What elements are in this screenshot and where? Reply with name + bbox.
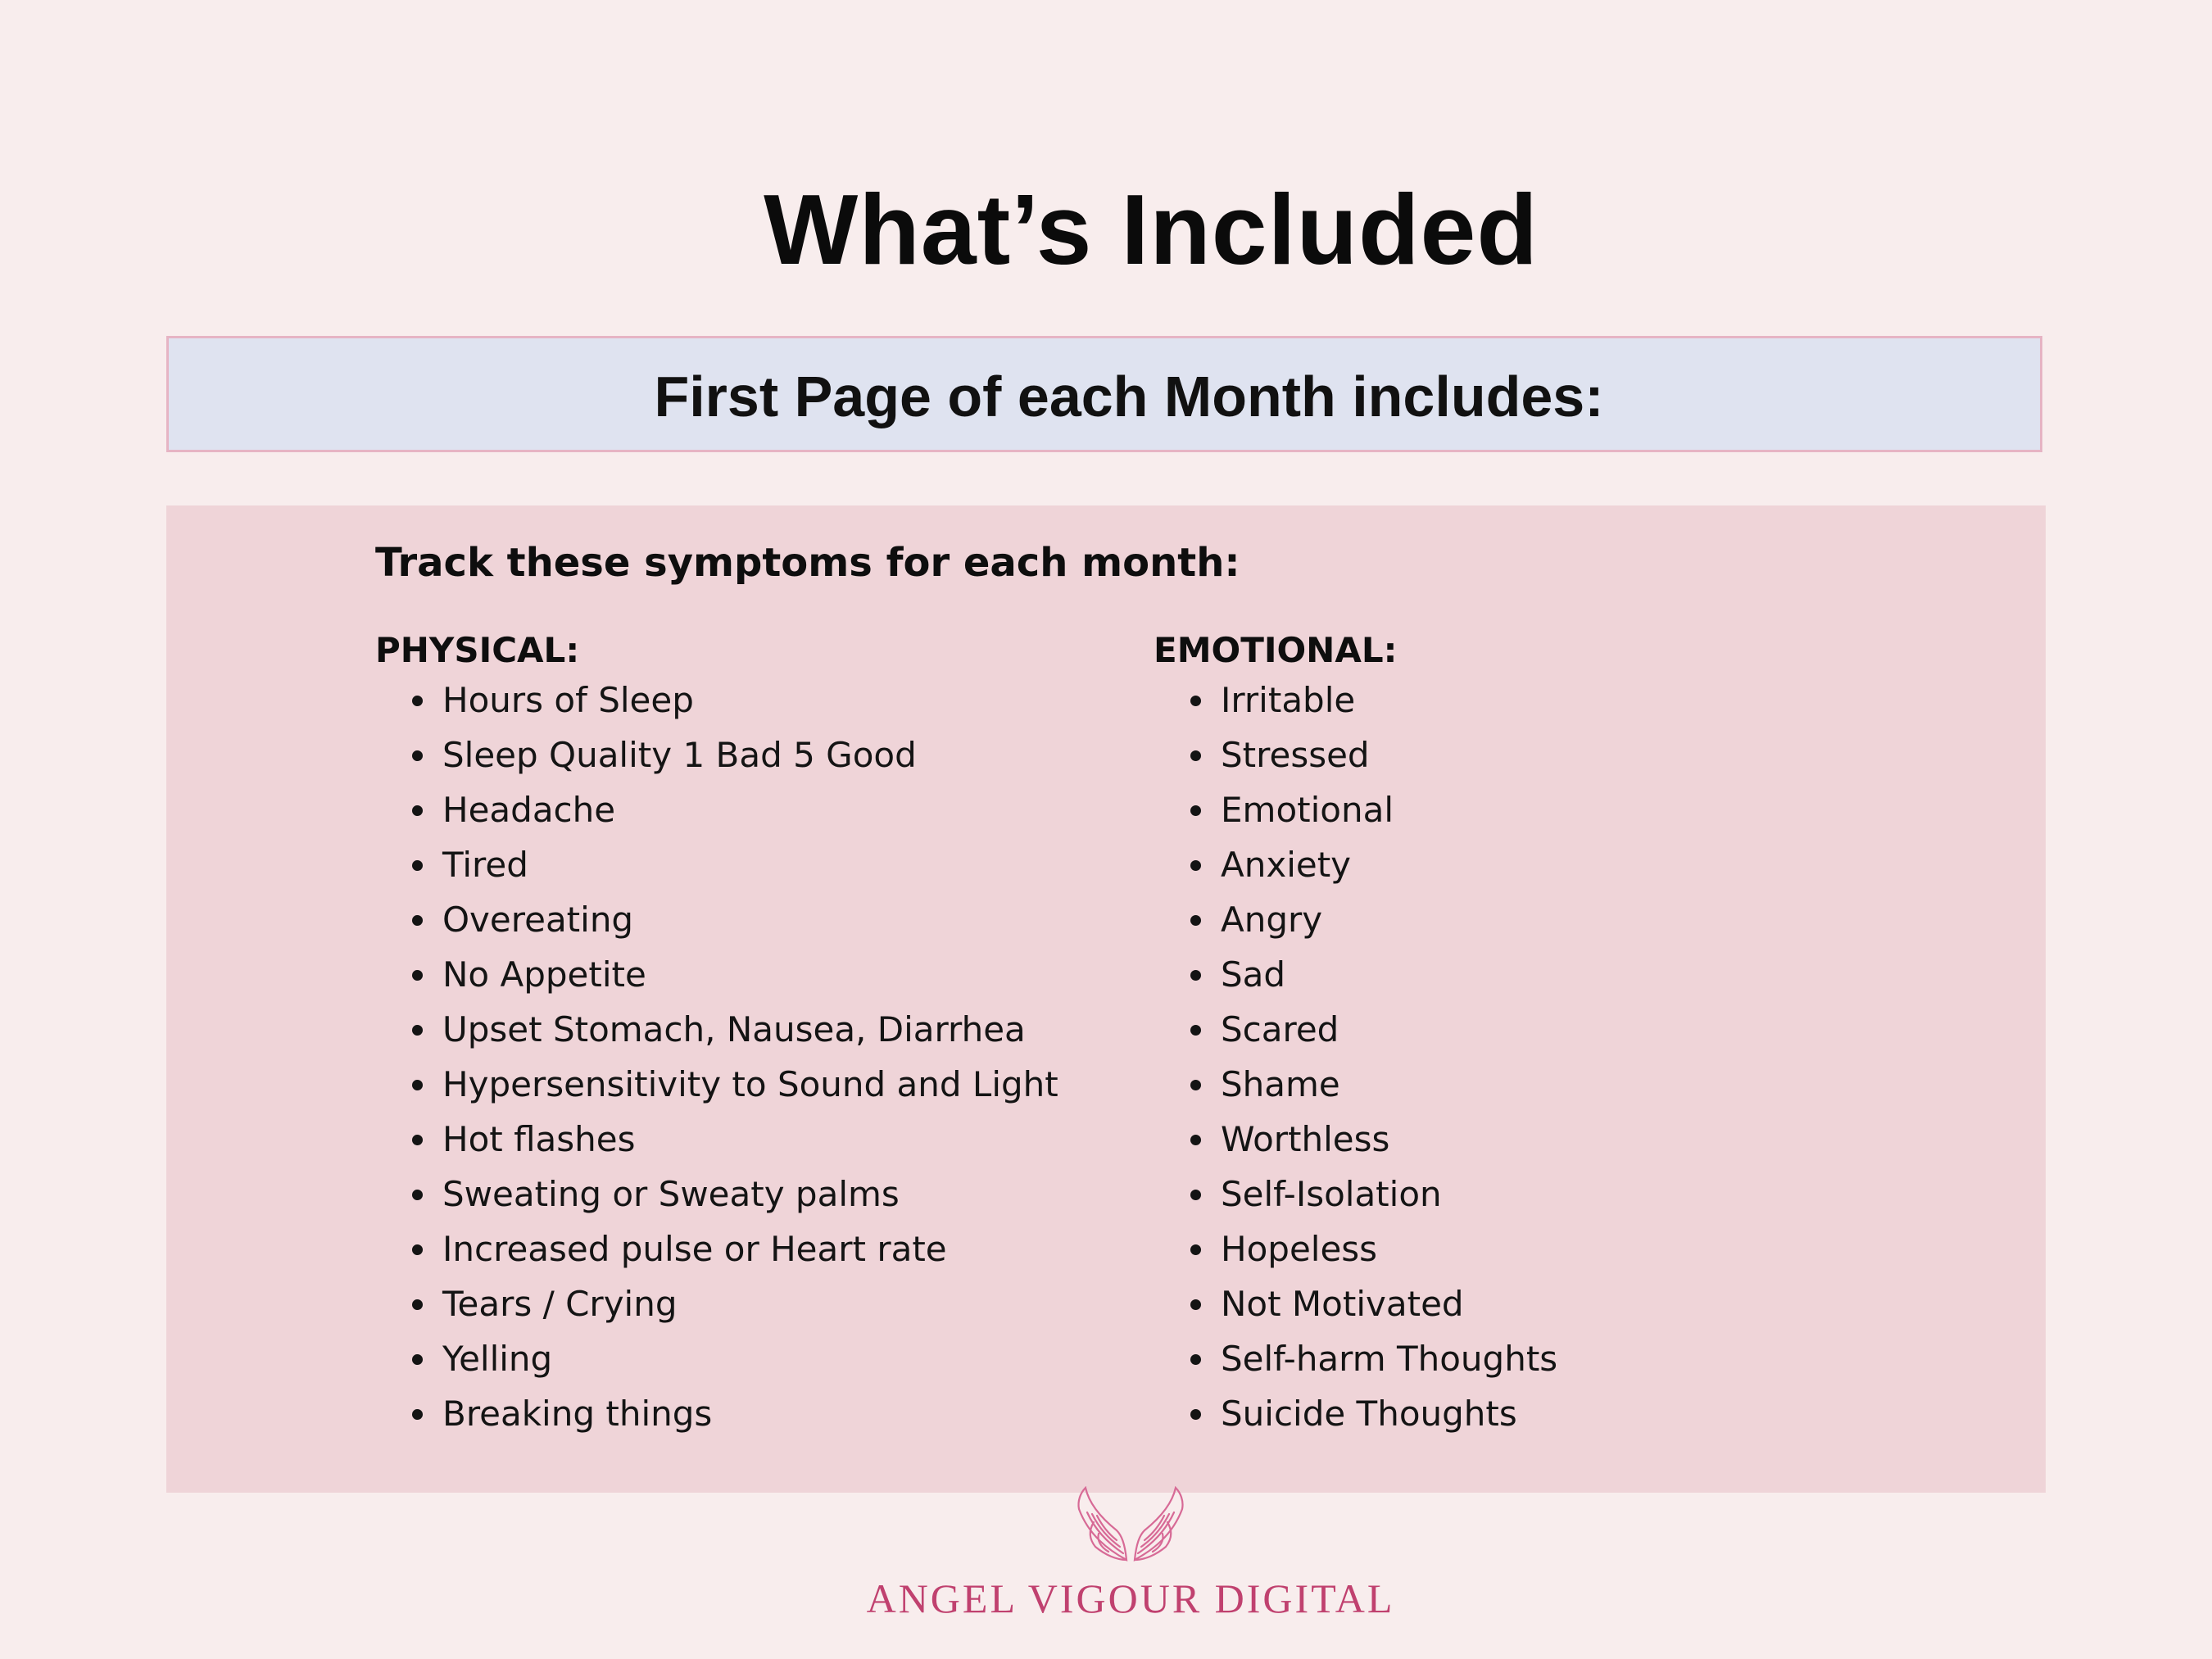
bullet-icon — [1190, 1135, 1201, 1145]
bullet-icon — [1190, 805, 1201, 816]
list-item-label: Anxiety — [1221, 845, 1352, 885]
list-item — [1154, 1386, 1891, 1441]
emotional-list — [1154, 673, 1891, 1441]
list-item-label: Emotional — [1221, 790, 1394, 830]
physical-list — [375, 673, 1113, 1441]
list-item-label: Sleep Quality 1 Bad 5 Good — [442, 735, 917, 775]
list-item-label: Stressed — [1221, 735, 1370, 775]
list-item-label: Suicide Thoughts — [1221, 1394, 1517, 1434]
bullet-icon — [412, 1244, 423, 1255]
list-item-label: Worthless — [1221, 1119, 1390, 1159]
list-item — [375, 892, 1113, 947]
bullet-icon — [1190, 1190, 1201, 1200]
bullet-icon — [412, 1025, 423, 1036]
list-item-label: Tears / Crying — [442, 1284, 678, 1324]
list-item-label: Sad — [1221, 954, 1286, 995]
symptom-panel — [166, 505, 2046, 1493]
bullet-icon — [412, 1190, 423, 1200]
bullet-icon — [412, 1299, 423, 1310]
list-item-label: Angry — [1221, 900, 1323, 940]
list-item — [1154, 1331, 1891, 1386]
list-item-label: Increased pulse or Heart rate — [442, 1229, 947, 1269]
list-item-label: Hopeless — [1221, 1229, 1378, 1269]
list-item-label: Shame — [1221, 1064, 1340, 1104]
bullet-icon — [412, 1409, 423, 1420]
list-item — [375, 673, 1113, 728]
list-item-label: Overeating — [442, 900, 634, 940]
bullet-icon — [1190, 1299, 1201, 1310]
bullet-icon — [412, 750, 423, 761]
list-item-label: Hot flashes — [442, 1119, 636, 1159]
list-item — [375, 947, 1113, 1002]
list-item-label: Not Motivated — [1221, 1284, 1464, 1324]
bullet-icon — [1190, 1025, 1201, 1036]
emotional-column — [1154, 628, 1891, 1441]
list-item — [375, 1331, 1113, 1386]
list-item-label: Headache — [442, 790, 616, 830]
bullet-icon — [1190, 1080, 1201, 1090]
list-item — [375, 1276, 1113, 1331]
emotional-heading: EMOTIONAL: — [1154, 630, 1398, 670]
bullet-icon — [1190, 1354, 1201, 1365]
list-item-label: Self-harm Thoughts — [1221, 1339, 1558, 1379]
list-item — [1154, 1167, 1891, 1222]
bullet-icon — [1190, 1244, 1201, 1255]
bullet-icon — [1190, 696, 1201, 706]
list-item — [1154, 1276, 1891, 1331]
list-item-label: No Appetite — [442, 954, 646, 995]
list-item-label: Yelling — [442, 1339, 553, 1379]
brand-name: ANGEL VIGOUR DIGITAL — [866, 1575, 1395, 1621]
section-banner — [166, 336, 2042, 452]
list-item — [1154, 782, 1891, 837]
list-item — [375, 1002, 1113, 1057]
list-item — [375, 837, 1113, 892]
list-item — [1154, 1002, 1891, 1057]
bullet-icon — [412, 915, 423, 926]
banner-text: First Page of each Month includes: — [654, 365, 1604, 428]
page-title: What’s Included — [764, 174, 1539, 285]
bullet-icon — [1190, 750, 1201, 761]
list-item — [1154, 837, 1891, 892]
list-item — [375, 1057, 1113, 1112]
bullet-icon — [1190, 860, 1201, 871]
bullet-icon — [412, 860, 423, 871]
list-item-label: Irritable — [1221, 680, 1356, 720]
list-item — [375, 1167, 1113, 1222]
brand-logo — [860, 1484, 1401, 1632]
list-item — [375, 1222, 1113, 1276]
list-item-label: Tired — [442, 845, 528, 885]
bullet-icon — [412, 696, 423, 706]
list-item — [1154, 728, 1891, 782]
list-item — [375, 1112, 1113, 1167]
list-item — [1154, 1222, 1891, 1276]
list-item-label: Sweating or Sweaty palms — [442, 1174, 900, 1214]
list-item — [1154, 947, 1891, 1002]
list-item — [375, 782, 1113, 837]
bullet-icon — [1190, 1409, 1201, 1420]
list-item-label: Self-Isolation — [1221, 1174, 1442, 1214]
bullet-icon — [412, 1080, 423, 1090]
list-item-label: Upset Stomach, Nausea, Diarrhea — [442, 1009, 1026, 1049]
bullet-icon — [412, 805, 423, 816]
bullet-icon — [1190, 915, 1201, 926]
bullet-icon — [1190, 970, 1201, 981]
list-item — [1154, 892, 1891, 947]
list-item — [375, 1386, 1113, 1441]
list-item-label: Breaking things — [442, 1394, 713, 1434]
list-item-label: Scared — [1221, 1009, 1339, 1049]
physical-column — [375, 628, 1113, 1441]
list-item — [1154, 673, 1891, 728]
list-item-label: Hours of Sleep — [442, 680, 694, 720]
list-item — [375, 728, 1113, 782]
angel-wings-icon — [1069, 1484, 1192, 1570]
bullet-icon — [412, 1354, 423, 1365]
physical-heading: PHYSICAL: — [375, 630, 580, 670]
bullet-icon — [412, 970, 423, 981]
list-item — [1154, 1112, 1891, 1167]
bullet-icon — [412, 1135, 423, 1145]
list-item — [1154, 1057, 1891, 1112]
panel-intro: Track these symptoms for each month: — [375, 540, 1240, 586]
list-item-label: Hypersensitivity to Sound and Light — [442, 1064, 1058, 1104]
